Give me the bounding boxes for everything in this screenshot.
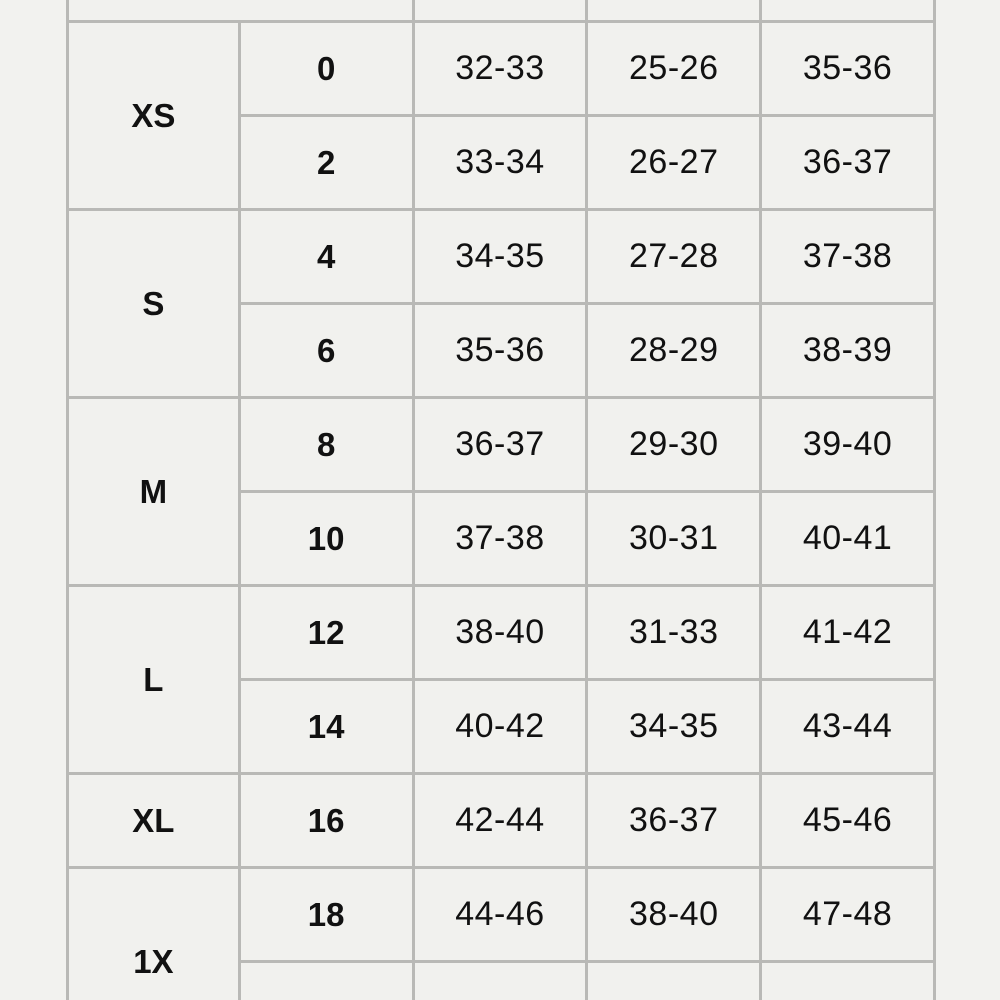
measurement-cell <box>587 962 761 1000</box>
table-row <box>68 210 935 304</box>
numeric-size-cell: 6 <box>239 304 413 398</box>
numeric-size-cell: 12 <box>239 586 413 680</box>
header-cell-sizes <box>68 0 414 22</box>
measurement-cell: 43-44 <box>761 680 935 774</box>
size-chart-body <box>68 0 935 1000</box>
numeric-size-cell: 2 <box>239 116 413 210</box>
measurement-cell: 35-36 <box>761 22 935 116</box>
letter-size-cell: S <box>68 210 240 398</box>
measurement-cell: 39-40 <box>761 398 935 492</box>
measurement-cell: 38-39 <box>761 304 935 398</box>
measurement-cell: 40-41 <box>761 492 935 586</box>
measurement-cell: 47-48 <box>761 868 935 962</box>
header-cell-measure-1 <box>413 0 587 22</box>
measurement-cell: 44-46 <box>413 868 587 962</box>
numeric-size-cell: 18 <box>239 868 413 962</box>
measurement-cell: 36-37 <box>761 116 935 210</box>
numeric-size-cell: 4 <box>239 210 413 304</box>
measurement-cell: 38-40 <box>413 586 587 680</box>
table-row <box>68 774 935 868</box>
measurement-cell: 37-38 <box>761 210 935 304</box>
measurement-cell <box>413 962 587 1000</box>
measurement-cell: 35-36 <box>413 304 587 398</box>
measurement-cell: 45-46 <box>761 774 935 868</box>
measurement-cell: 25-26 <box>587 22 761 116</box>
letter-size-cell: L <box>68 586 240 774</box>
measurement-cell: 29-30 <box>587 398 761 492</box>
measurement-cell: 34-35 <box>587 680 761 774</box>
numeric-size-cell: 10 <box>239 492 413 586</box>
measurement-cell: 26-27 <box>587 116 761 210</box>
measurement-cell: 31-33 <box>587 586 761 680</box>
measurement-cell: 40-42 <box>413 680 587 774</box>
measurement-cell <box>761 962 935 1000</box>
measurement-cell: 27-28 <box>587 210 761 304</box>
header-cell-measure-2 <box>587 0 761 22</box>
header-cell-measure-3 <box>761 0 935 22</box>
measurement-cell: 28-29 <box>587 304 761 398</box>
measurement-cell: 41-42 <box>761 586 935 680</box>
numeric-size-cell: 0 <box>239 22 413 116</box>
measurement-cell: 37-38 <box>413 492 587 586</box>
measurement-cell: 36-37 <box>413 398 587 492</box>
table-row <box>68 22 935 116</box>
numeric-size-cell: 8 <box>239 398 413 492</box>
measurement-cell: 30-31 <box>587 492 761 586</box>
measurement-cell: 32-33 <box>413 22 587 116</box>
measurement-cell: 34-35 <box>413 210 587 304</box>
numeric-size-cell <box>239 962 413 1000</box>
size-chart-table <box>66 0 936 1000</box>
table-row <box>68 398 935 492</box>
numeric-size-cell: 16 <box>239 774 413 868</box>
measurement-cell: 38-40 <box>587 868 761 962</box>
table-row <box>68 586 935 680</box>
letter-size-cell: XL <box>68 774 240 868</box>
measurement-cell: 33-34 <box>413 116 587 210</box>
measurement-cell: 42-44 <box>413 774 587 868</box>
measurement-cell: 36-37 <box>587 774 761 868</box>
letter-size-cell: XS <box>68 22 240 210</box>
letter-size-cell: 1X <box>68 868 240 1000</box>
table-row <box>68 868 935 962</box>
table-header-row-cut <box>68 0 935 22</box>
numeric-size-cell: 14 <box>239 680 413 774</box>
letter-size-cell: M <box>68 398 240 586</box>
